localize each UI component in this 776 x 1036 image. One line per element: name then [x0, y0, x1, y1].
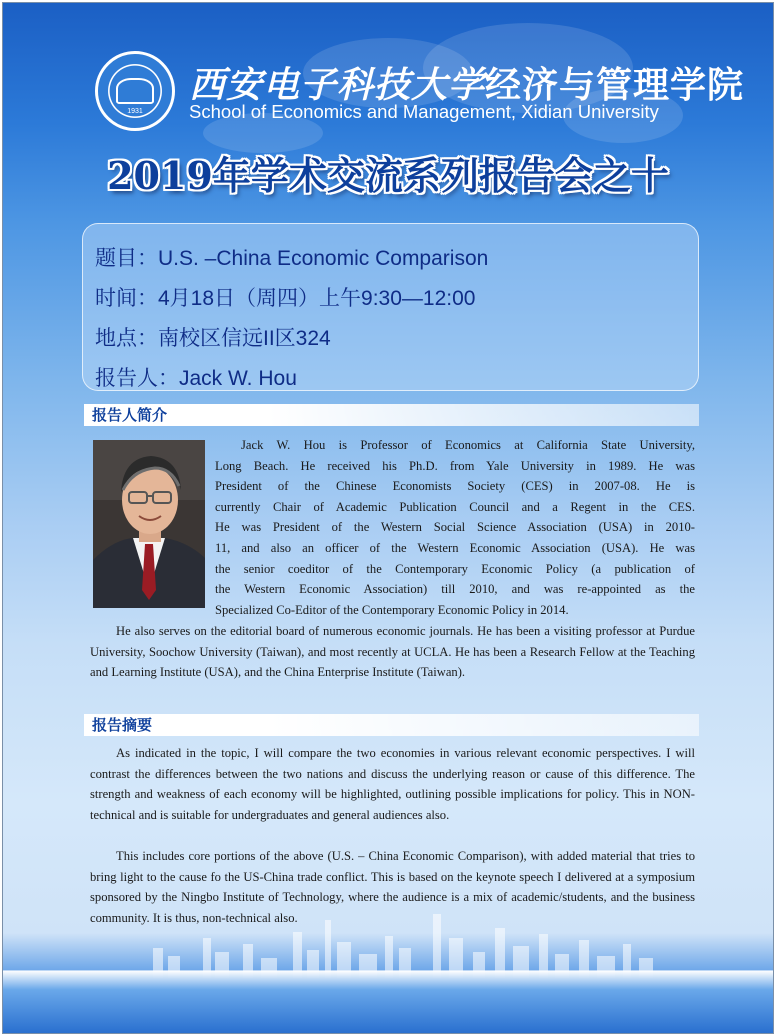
bio-line: currently Chair of Academic Publication Council and a Regent in the CES. [215, 499, 695, 514]
abstract-paragraph-2: This includes core portions of the above (U.S. – China Economic Comparison), with added material that tries to bring light to the cause fo the US-China trade conflict. This is based on the keynote speech I delivered at a symposium sponsored by the Ningbo Institute of Technology, where the audience is a mix of academic/students, and the business community. It is thus, non-technical also. [90, 849, 695, 925]
bio-paragraph-1 [215, 435, 695, 620]
abstract-paragraph-1: As indicated in the topic, I will compare the two economies in various relevant economic perspectives. I will contrast the differences between the two nations and discuss the underlying reason or cause of this difference. The strength and weakness of each economy will be highlighted, outlining possible implications for policy. This in NON-technical and is suitable for undergraduates and general audiences also. [90, 746, 695, 822]
bio-line: Long Beach. He received his Ph.D. from Yale University in 1989. He was [215, 458, 695, 473]
bio-line: Specialized Co-Editor of the Contemporary Economic Policy in 2014. [215, 602, 569, 617]
topic-line: 题目：U.S. –China Economic Comparison [95, 247, 489, 270]
abstract-heading: 报告摘要 [84, 714, 160, 736]
bio-lines [215, 435, 695, 620]
bio-line: Jack W. Hou is Professor of Economics at California State University, [241, 438, 695, 452]
school-name-cn-part: 经济与管理学院 [485, 64, 745, 106]
series-title: 2019年学术交流系列报告会之十 [107, 153, 669, 198]
university-logo [95, 51, 175, 131]
university-name-cn: 西安电子科技大学 [189, 64, 486, 106]
bio-line: the senior coeditor of the Contemporary Economic Policy (a publication of [215, 561, 695, 576]
bio-line: the Western Economic Association) till 2010, and was re-appointed as the [215, 582, 695, 597]
bio-heading: 报告人简介 [84, 404, 175, 426]
logo-year: 1931 [127, 108, 143, 115]
place-line: 地点：南校区信远II区324 [95, 327, 331, 350]
bio-section-header [84, 404, 699, 426]
speaker-portrait-image [93, 440, 205, 608]
speaker-line: 报告人：Jack W. Hou [95, 367, 297, 390]
poster [2, 2, 774, 1034]
logo-emblem-icon [116, 78, 154, 104]
school-name-en: School of Economics and Management, Xidian University [189, 101, 659, 122]
bio-line: He was President of the Western Social Science Association (USA) in 2010- [215, 520, 695, 535]
abstract-section-header [84, 714, 699, 736]
ground-gradient-decoration [3, 971, 773, 1033]
bio-paragraph-2: He also serves on the editorial board of numerous economic journals. He has been a visiting professor at Purdue University, Soochow University (Taiwan), and most recently at UCLA. He has been a Research Fellow at the Teaching and Learning Institute (USA), and the China Enterprise Institute (Taiwan). [90, 624, 695, 680]
time-line: 时间：4月18日（周四）上午9:30—12:00 [95, 287, 476, 310]
bio-line: 11, and also an officer of the Western Economic Association (USA). He was [215, 540, 695, 555]
info-box [82, 223, 699, 391]
bio-line: President of the Chinese Economists Society (CES) in 2007-08. He is [215, 479, 695, 494]
speaker-photo [93, 440, 205, 608]
